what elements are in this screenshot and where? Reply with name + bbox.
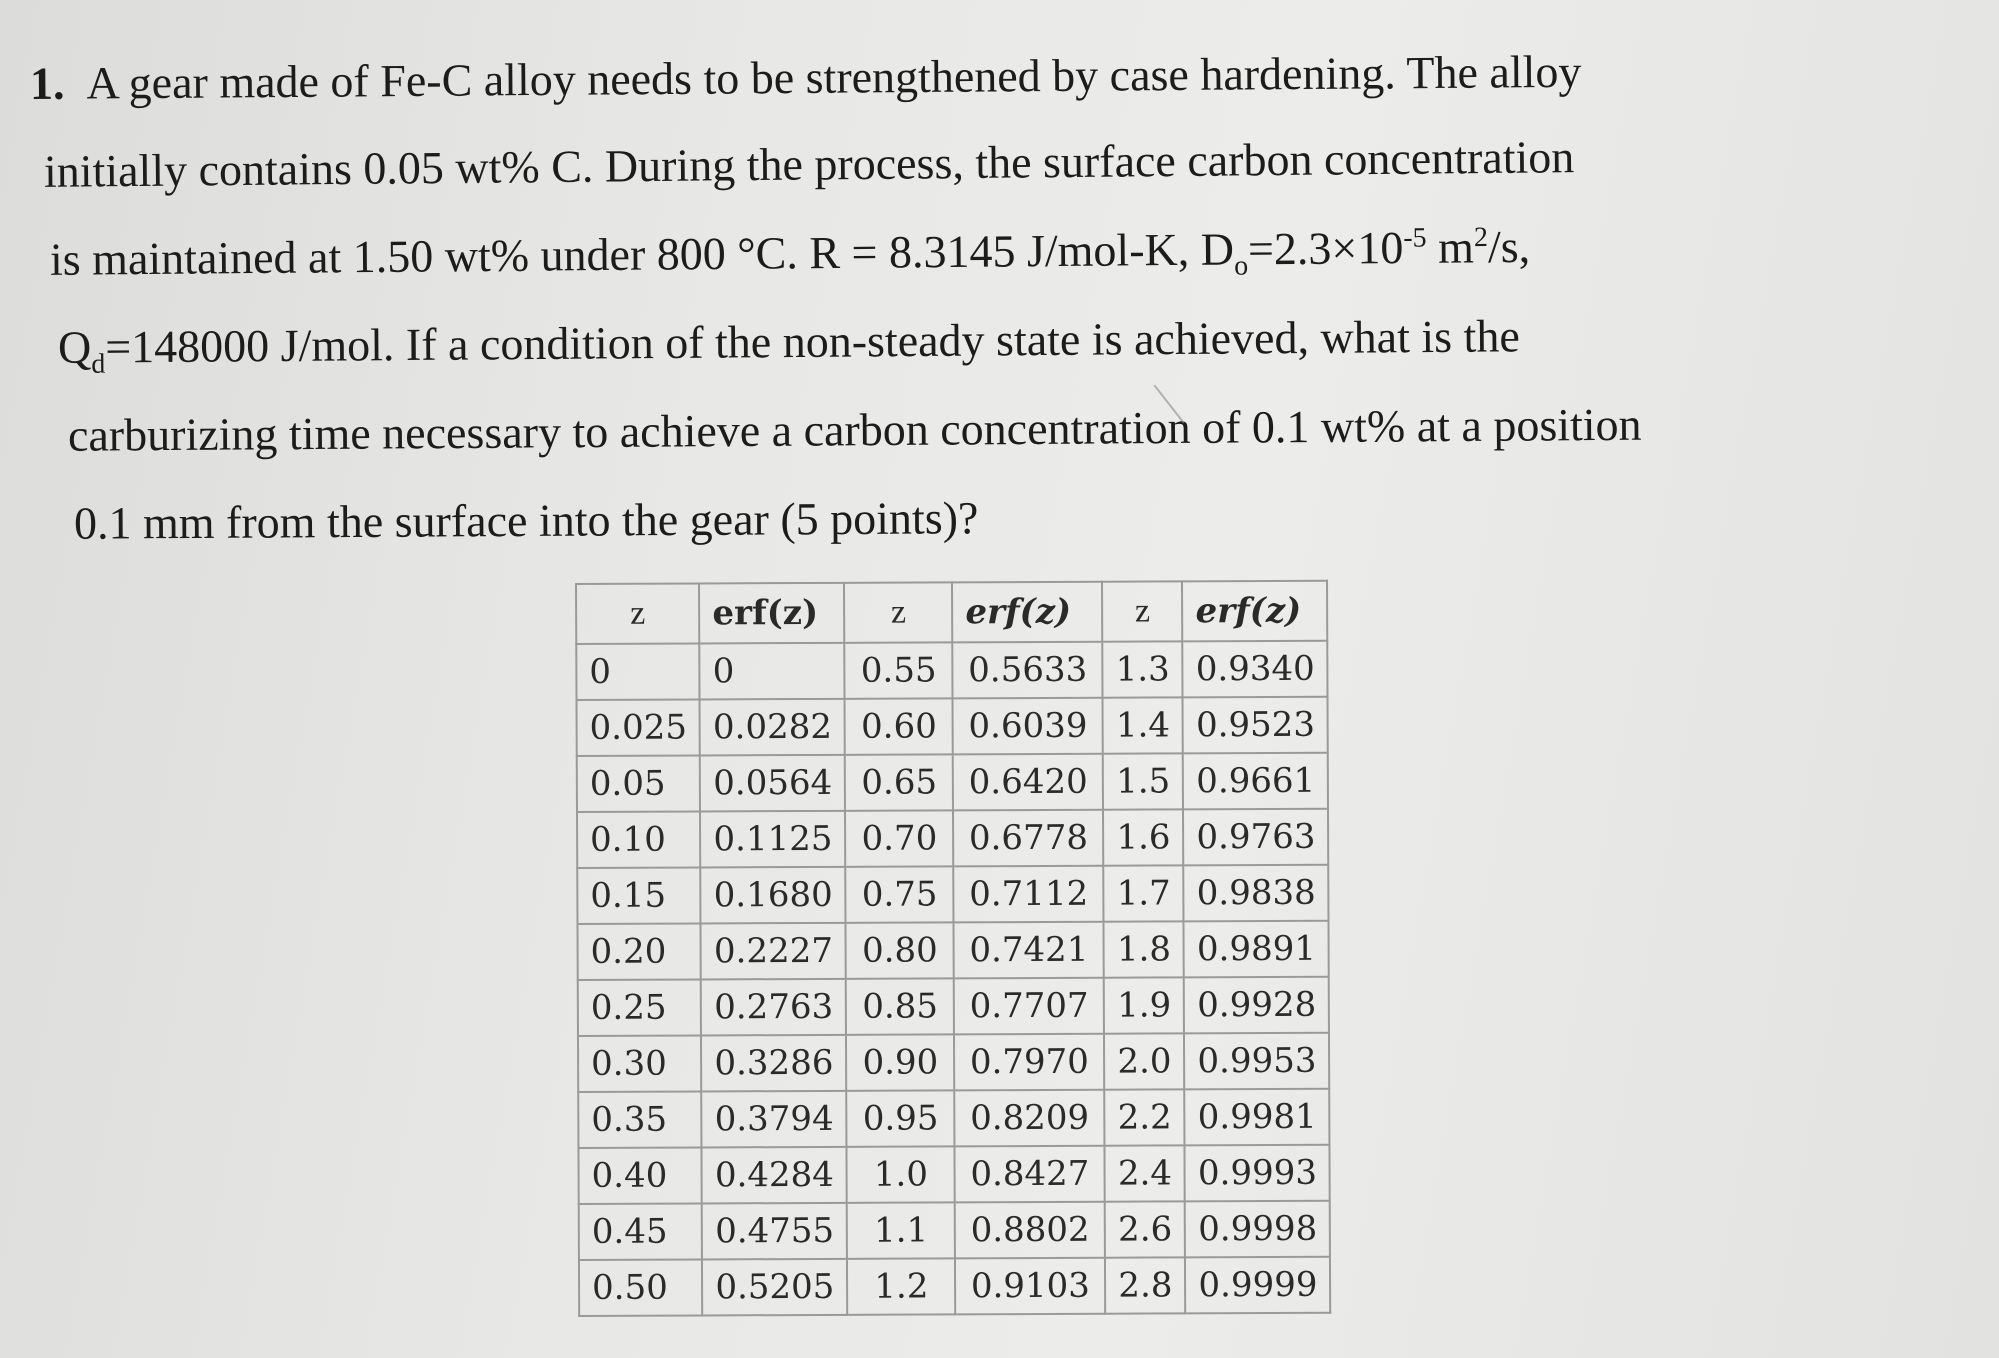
erf-cell: 0.0564 [700,755,845,812]
erf-cell: 0.6420 [953,754,1103,811]
header-z-3: z [1102,581,1182,641]
question-number: 1. [29,57,65,109]
question-line-4 [30,290,1851,392]
question-line-2: initially contains 0.05 wt% C. During the process, the surface carbon concentration [43,131,1575,197]
table-row [578,1145,1330,1204]
erf-cell: 0 [700,643,845,700]
line3-sub: o [1233,250,1249,282]
line4-rest: =148000 J/mol. If a condition of the non-steady state is achieved, what is the [105,310,1520,373]
question-line-6: 0.1 mm from the surface into the gear (5 points)? [73,492,979,549]
table-row [578,1033,1330,1092]
z-cell: 0.65 [845,754,953,810]
z-cell: 0 [576,643,700,700]
erf-cell: 0.7707 [954,978,1104,1035]
erf-cell: 0.3286 [701,1035,846,1092]
z-cell: 0.025 [577,699,701,756]
erf-cell: 0.9838 [1184,865,1329,922]
z-cell: 2.4 [1105,1145,1185,1201]
table-row [577,865,1329,924]
z-cell: 1.5 [1103,753,1183,809]
erf-cell: 0.8802 [955,1202,1105,1259]
erf-table-wrap [575,580,1332,1317]
header-z-2: z [844,582,952,642]
erf-cell: 0.0282 [700,699,845,756]
erf-cell: 0.8209 [955,1090,1105,1147]
header-erf-3: erf(z) [1182,581,1327,642]
z-cell: 1.8 [1104,921,1184,977]
erf-cell: 0.9103 [955,1258,1105,1315]
line3-part-d: /s, [1487,220,1531,273]
erf-table [575,580,1332,1317]
z-cell: 0.30 [578,1035,702,1092]
z-cell: 0.10 [577,811,701,868]
erf-cell: 0.9981 [1185,1089,1330,1146]
z-cell: 0.90 [846,1034,954,1090]
question-text [30,40,1850,568]
z-cell: 0.75 [846,866,954,922]
erf-cell: 0.9891 [1184,921,1329,978]
z-cell: 0.95 [847,1090,955,1146]
table-row [579,1257,1331,1316]
erf-cell: 0.9998 [1185,1201,1330,1258]
erf-cell: 0.5633 [953,642,1103,699]
table-row [579,1201,1331,1260]
erf-cell: 0.9928 [1184,977,1329,1034]
z-cell: 0.25 [578,979,702,1036]
line3-part-a: is maintained at 1.50 wt% under 800 °C. R = 8.3145 J/mol-K, D [49,223,1235,285]
z-cell: 2.0 [1104,1033,1184,1089]
erf-table-body [576,641,1330,1316]
table-row [577,753,1329,812]
z-cell: 2.2 [1105,1089,1185,1145]
z-cell: 0.40 [578,1147,702,1204]
question-line-1-text: A gear made of Fe-C alloy needs to be strengthened by case hardening. The alloy [86,45,1582,109]
z-cell: 0.80 [846,922,954,978]
erf-cell: 0.6778 [953,810,1103,867]
table-row [578,1089,1330,1148]
question-line-3 [30,200,1851,304]
question-line-5: carburizing time necessary to achieve a carbon concentration of 0.1 wt% at a position [67,398,1642,461]
z-cell: 0.60 [845,698,953,754]
table-row [578,977,1330,1036]
erf-cell: 0.5205 [702,1259,847,1316]
z-cell: 0.35 [578,1091,702,1148]
z-cell: 0.15 [577,867,701,924]
z-cell: 1.1 [847,1202,955,1258]
z-cell: 1.2 [847,1258,955,1314]
line3-sup: -5 [1403,222,1427,254]
z-cell: 2.6 [1105,1201,1185,1257]
line3-part-c: m [1426,221,1475,273]
z-cell: 1.0 [847,1146,955,1202]
z-cell: 1.7 [1104,865,1184,921]
erf-cell: 0.7112 [954,866,1104,923]
header-erf-2: erf(z) [952,582,1102,643]
z-cell: 1.4 [1103,697,1183,753]
erf-cell: 0.3794 [702,1091,847,1148]
erf-cell: 0.9523 [1183,697,1328,754]
z-cell: 0.85 [846,978,954,1034]
header-z-1: z [576,583,700,644]
erf-cell: 0.4284 [702,1147,847,1204]
z-cell: 0.05 [577,755,701,812]
line4-q: Q [57,321,92,373]
z-cell: 1.3 [1103,641,1183,697]
z-cell: 2.8 [1105,1257,1185,1313]
z-cell: 0.50 [579,1259,703,1316]
erf-cell: 0.1125 [700,811,845,868]
erf-cell: 0.2227 [701,923,846,980]
table-row [577,921,1329,980]
table-header-row [576,581,1328,644]
erf-cell: 0.9340 [1183,641,1328,698]
erf-cell: 0.6039 [953,698,1103,755]
z-cell: 0.45 [579,1203,703,1260]
line3-part-b: =2.3×10 [1247,222,1404,275]
erf-cell: 0.4755 [702,1203,847,1260]
header-erf-1: erf(z) [699,583,844,644]
z-cell: 1.9 [1104,977,1184,1033]
erf-cell: 0.9763 [1183,809,1328,866]
z-cell: 0.70 [845,810,953,866]
z-cell: 0.55 [845,642,953,698]
table-row [577,697,1329,756]
erf-cell: 0.9999 [1185,1257,1330,1314]
table-row [576,641,1328,700]
erf-cell: 0.2763 [701,979,846,1036]
erf-cell: 0.7970 [954,1034,1104,1091]
erf-cell: 0.9993 [1185,1145,1330,1202]
erf-cell: 0.8427 [955,1146,1105,1203]
erf-cell: 0.9661 [1183,753,1328,810]
table-row [577,809,1329,868]
z-cell: 1.6 [1103,809,1183,865]
line3-sup2: 2 [1473,221,1489,254]
z-cell: 0.20 [577,923,701,980]
line4-sub: d [91,348,106,380]
erf-cell: 0.1680 [701,867,846,924]
erf-cell: 0.7421 [954,922,1104,979]
erf-cell: 0.9953 [1184,1033,1329,1090]
